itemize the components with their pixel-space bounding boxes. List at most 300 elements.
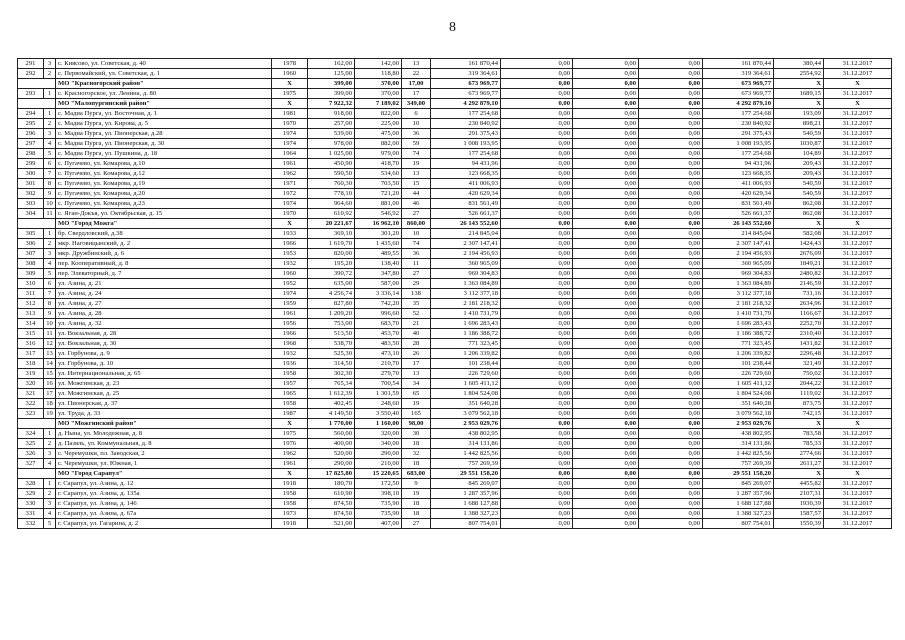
cell-fund-amount: 0,00 bbox=[501, 69, 573, 79]
cell-row-number: 303 bbox=[18, 199, 44, 209]
group-spacer bbox=[18, 219, 56, 229]
cell-address: ул. Пионерская, д. 37 bbox=[56, 399, 272, 409]
cell-local-amount: 0,00 bbox=[639, 349, 703, 359]
cell-total-area: 20 221,67 bbox=[308, 219, 355, 229]
cell-repair-cost: 3 079 562,18 bbox=[431, 409, 501, 419]
cell-residents: 17 bbox=[402, 89, 431, 99]
cell-total-area: 390,72 bbox=[308, 269, 355, 279]
cell-local-amount: 0,00 bbox=[639, 89, 703, 99]
cell-address: с. Красногорское, ул. Ленина, д. 80 bbox=[56, 89, 272, 99]
cell-regional-amount: 0,00 bbox=[573, 319, 639, 329]
cell-regional-amount: 0,00 bbox=[573, 209, 639, 219]
cell-sub-number: 5 bbox=[44, 519, 56, 529]
cell-total-area: 635,00 bbox=[308, 279, 355, 289]
cell-total-area: 513,50 bbox=[308, 329, 355, 339]
cell-address: ул. Азина, д. 28 bbox=[56, 309, 272, 319]
cell-local-amount: 0,00 bbox=[639, 149, 703, 159]
cell-repair-cost: 314 131,86 bbox=[431, 439, 501, 449]
cell-local-amount: 0,00 bbox=[639, 519, 703, 529]
cell-owners-amount: 411 006,93 bbox=[703, 179, 774, 189]
cell-living-area: 742,20 bbox=[355, 299, 402, 309]
cell-residents: 15 bbox=[402, 179, 431, 189]
cell-living-area: 320,00 bbox=[355, 429, 402, 439]
cell-local-amount: 0,00 bbox=[639, 339, 703, 349]
cell-living-area: 347,80 bbox=[355, 269, 402, 279]
cell-sub-number: 2 bbox=[44, 489, 56, 499]
table-row bbox=[18, 179, 892, 189]
cell-residents: 18 bbox=[402, 509, 431, 519]
cell-row-number: 315 bbox=[18, 329, 44, 339]
cell-repair-cost: 1 605 411,12 bbox=[431, 379, 501, 389]
cell-residents: 19 bbox=[402, 399, 431, 409]
cell-repair-cost: 969 304,83 bbox=[431, 269, 501, 279]
cell-unit-cost: 873,75 bbox=[774, 399, 824, 409]
cell-local-amount: 0,00 bbox=[639, 99, 703, 109]
cell-repair-cost: 771 323,45 bbox=[431, 339, 501, 349]
cell-total-area: 17 825,80 bbox=[308, 469, 355, 479]
cell-residents: 860,00 bbox=[402, 219, 431, 229]
cell-build-year: 1959 bbox=[272, 299, 308, 309]
cell-owners-amount: 526 661,37 bbox=[703, 209, 774, 219]
table-row bbox=[18, 119, 892, 129]
cell-living-area: 407,00 bbox=[355, 519, 402, 529]
cell-repair-cost: 1 688 127,88 bbox=[431, 499, 501, 509]
cell-local-amount: 0,00 bbox=[639, 509, 703, 519]
cell-local-amount: 0,00 bbox=[639, 109, 703, 119]
cell-repair-cost: 845 269,07 bbox=[431, 479, 501, 489]
cell-repair-cost: 29 551 158,20 bbox=[431, 469, 501, 479]
cell-sub-number: 2 bbox=[44, 239, 56, 249]
cell-local-amount: 0,00 bbox=[639, 179, 703, 189]
table-row bbox=[18, 149, 892, 159]
cell-owners-amount: 177 254,68 bbox=[703, 109, 774, 119]
cell-fund-amount: 0,00 bbox=[501, 79, 573, 89]
cell-sub-number: 19 bbox=[44, 409, 56, 419]
cell-residents: 17 bbox=[402, 359, 431, 369]
cell-unit-cost: X bbox=[774, 419, 824, 429]
cell-residents: 44 bbox=[402, 189, 431, 199]
cell-regional-amount: 0,00 bbox=[573, 429, 639, 439]
cell-living-area: 16 962,10 bbox=[355, 219, 402, 229]
cell-unit-cost: 2296,48 bbox=[774, 349, 824, 359]
table-row bbox=[18, 409, 892, 419]
cell-build-year: 1956 bbox=[272, 319, 308, 329]
cell-build-year: 1975 bbox=[272, 89, 308, 99]
cell-living-area: 370,00 bbox=[355, 89, 402, 99]
cell-repair-cost: 673 969,77 bbox=[431, 89, 501, 99]
cell-regional-amount: 0,00 bbox=[573, 439, 639, 449]
cell-build-year: 1962 bbox=[272, 169, 308, 179]
cell-fund-amount: 0,00 bbox=[501, 389, 573, 399]
cell-build-year: 1952 bbox=[272, 279, 308, 289]
cell-row-number: 329 bbox=[18, 489, 44, 499]
cell-living-area: 1 435,60 bbox=[355, 239, 402, 249]
cell-unit-cost: 750,02 bbox=[774, 369, 824, 379]
cell-sub-number: 3 bbox=[44, 129, 56, 139]
cell-living-area: 703,50 bbox=[355, 179, 402, 189]
cell-fund-amount: 0,00 bbox=[501, 309, 573, 319]
cell-completion-date: X bbox=[824, 99, 892, 109]
cell-total-area: 820,00 bbox=[308, 249, 355, 259]
cell-address: с. Мадиа Пурга, ул. Пионерская, д. 30 bbox=[56, 139, 272, 149]
cell-local-amount: 0,00 bbox=[639, 169, 703, 179]
cell-local-amount: 0,00 bbox=[639, 129, 703, 139]
cell-total-area: 964,60 bbox=[308, 199, 355, 209]
cell-sub-number: 1 bbox=[44, 109, 56, 119]
cell-regional-amount: 0,00 bbox=[573, 349, 639, 359]
cell-address: ул. Азина, д. 27 bbox=[56, 299, 272, 309]
cell-completion-date: 31.12.2017 bbox=[824, 409, 892, 419]
cell-owners-amount: 1 388 327,23 bbox=[703, 509, 774, 519]
cell-unit-cost: 209,43 bbox=[774, 169, 824, 179]
cell-total-area: 450,90 bbox=[308, 159, 355, 169]
cell-regional-amount: 0,00 bbox=[573, 139, 639, 149]
cell-repair-cost: 420 629,34 bbox=[431, 189, 501, 199]
cell-regional-amount: 0,00 bbox=[573, 169, 639, 179]
table-row bbox=[18, 169, 892, 179]
cell-regional-amount: 0,00 bbox=[573, 89, 639, 99]
cell-unit-cost: 2611,27 bbox=[774, 459, 824, 469]
cell-residents: 13 bbox=[402, 59, 431, 69]
cell-living-area: 172,50 bbox=[355, 479, 402, 489]
cell-fund-amount: 0,00 bbox=[501, 359, 573, 369]
cell-repair-cost: 291 375,43 bbox=[431, 129, 501, 139]
cell-owners-amount: 1 186 388,72 bbox=[703, 329, 774, 339]
cell-local-amount: 0,00 bbox=[639, 359, 703, 369]
cell-fund-amount: 0,00 bbox=[501, 339, 573, 349]
cell-residents: 6 bbox=[402, 109, 431, 119]
cell-address: МО "Город Можга" bbox=[56, 219, 272, 229]
table-row bbox=[18, 499, 892, 509]
cell-unit-cost: X bbox=[774, 469, 824, 479]
table-group-row bbox=[18, 469, 892, 479]
cell-address: с. Мадиа Пурга, ул. Восточная, д. 1 bbox=[56, 109, 272, 119]
cell-repair-cost: 1 186 388,72 bbox=[431, 329, 501, 339]
housing-repair-table bbox=[17, 58, 892, 529]
cell-sub-number: 9 bbox=[44, 189, 56, 199]
cell-residents: 13 bbox=[402, 169, 431, 179]
cell-residents: 9 bbox=[402, 479, 431, 489]
cell-regional-amount: 0,00 bbox=[573, 409, 639, 419]
cell-local-amount: 0,00 bbox=[639, 59, 703, 69]
cell-residents: 10 bbox=[402, 229, 431, 239]
cell-living-area: 735,90 bbox=[355, 499, 402, 509]
cell-completion-date: 31.12.2017 bbox=[824, 269, 892, 279]
cell-build-year: 1973 bbox=[272, 509, 308, 519]
cell-regional-amount: 0,00 bbox=[573, 519, 639, 529]
cell-row-number: 298 bbox=[18, 149, 44, 159]
cell-total-area: 520,00 bbox=[308, 449, 355, 459]
cell-completion-date: 31.12.2017 bbox=[824, 129, 892, 139]
cell-owners-amount: 101 238,44 bbox=[703, 359, 774, 369]
table-group-row bbox=[18, 99, 892, 109]
cell-residents: 19 bbox=[402, 489, 431, 499]
cell-regional-amount: 0,00 bbox=[573, 289, 639, 299]
cell-total-area: 399,00 bbox=[308, 79, 355, 89]
cell-regional-amount: 0,00 bbox=[573, 269, 639, 279]
cell-sub-number: 2 bbox=[44, 439, 56, 449]
cell-build-year: 1932 bbox=[272, 349, 308, 359]
cell-residents: 13 bbox=[402, 369, 431, 379]
cell-residents: 74 bbox=[402, 149, 431, 159]
cell-owners-amount: 1 206 339,82 bbox=[703, 349, 774, 359]
cell-residents: 21 bbox=[402, 319, 431, 329]
cell-completion-date: 31.12.2017 bbox=[824, 519, 892, 529]
table-row bbox=[18, 299, 892, 309]
cell-unit-cost: 104,89 bbox=[774, 149, 824, 159]
cell-unit-cost: 785,33 bbox=[774, 439, 824, 449]
cell-sub-number: 3 bbox=[44, 499, 56, 509]
cell-row-number: 313 bbox=[18, 309, 44, 319]
cell-unit-cost: 4455,82 bbox=[774, 479, 824, 489]
cell-row-number: 307 bbox=[18, 249, 44, 259]
cell-fund-amount: 0,00 bbox=[501, 469, 573, 479]
table-row bbox=[18, 189, 892, 199]
table-group-row bbox=[18, 219, 892, 229]
cell-living-area: 15 220,65 bbox=[355, 469, 402, 479]
cell-regional-amount: 0,00 bbox=[573, 119, 639, 129]
cell-residents: 74 bbox=[402, 239, 431, 249]
cell-sub-number: 9 bbox=[44, 309, 56, 319]
cell-row-number: 320 bbox=[18, 379, 44, 389]
cell-row-number: 322 bbox=[18, 399, 44, 409]
group-spacer bbox=[18, 419, 56, 429]
cell-total-area: 765,34 bbox=[308, 379, 355, 389]
cell-row-number: 310 bbox=[18, 279, 44, 289]
cell-regional-amount: 0,00 bbox=[573, 259, 639, 269]
cell-repair-cost: 2 307 147,41 bbox=[431, 239, 501, 249]
cell-living-area: 279,70 bbox=[355, 369, 402, 379]
cell-sub-number: 7 bbox=[44, 169, 56, 179]
group-spacer bbox=[18, 99, 56, 109]
cell-address: бр. Свердловский, д.38 bbox=[56, 229, 272, 239]
cell-total-area: 827,80 bbox=[308, 299, 355, 309]
cell-regional-amount: 0,00 bbox=[573, 309, 639, 319]
cell-address: с. Первомайский, ул. Советская, д. 1 bbox=[56, 69, 272, 79]
cell-unit-cost: X bbox=[774, 79, 824, 89]
cell-residents: 26 bbox=[402, 349, 431, 359]
table-row bbox=[18, 399, 892, 409]
cell-address: ул. Азина, д. 32 bbox=[56, 319, 272, 329]
cell-local-amount: 0,00 bbox=[639, 499, 703, 509]
cell-sub-number: 1 bbox=[44, 479, 56, 489]
cell-local-amount: 0,00 bbox=[639, 259, 703, 269]
cell-build-year: 1987 bbox=[272, 409, 308, 419]
cell-total-area: 560,00 bbox=[308, 429, 355, 439]
cell-unit-cost: 2774,66 bbox=[774, 449, 824, 459]
cell-local-amount: 0,00 bbox=[639, 239, 703, 249]
cell-living-area: 301,20 bbox=[355, 229, 402, 239]
cell-sub-number: 5 bbox=[44, 149, 56, 159]
cell-sub-number: 16 bbox=[44, 379, 56, 389]
cell-repair-cost: 1 410 731,79 bbox=[431, 309, 501, 319]
cell-living-area: 996,60 bbox=[355, 309, 402, 319]
cell-repair-cost: 1 287 357,96 bbox=[431, 489, 501, 499]
cell-address: МО "Малопургинский район" bbox=[56, 99, 272, 109]
cell-living-area: 721,20 bbox=[355, 189, 402, 199]
cell-owners-amount: 3 079 562,18 bbox=[703, 409, 774, 419]
page-number: 8 bbox=[449, 20, 456, 35]
cell-unit-cost: 898,21 bbox=[774, 119, 824, 129]
cell-row-number: 296 bbox=[18, 129, 44, 139]
cell-completion-date: 31.12.2017 bbox=[824, 259, 892, 269]
group-spacer bbox=[18, 469, 56, 479]
cell-build-year: 1958 bbox=[272, 369, 308, 379]
cell-completion-date: 31.12.2017 bbox=[824, 139, 892, 149]
cell-fund-amount: 0,00 bbox=[501, 399, 573, 409]
cell-completion-date: 31.12.2017 bbox=[824, 429, 892, 439]
cell-sub-number: 6 bbox=[44, 279, 56, 289]
cell-row-number: 311 bbox=[18, 289, 44, 299]
cell-living-area: 489,55 bbox=[355, 249, 402, 259]
cell-repair-cost: 177 254,68 bbox=[431, 109, 501, 119]
cell-unit-cost: 2107,31 bbox=[774, 489, 824, 499]
cell-residents: 27 bbox=[402, 269, 431, 279]
table-row bbox=[18, 199, 892, 209]
cell-living-area: 979,00 bbox=[355, 149, 402, 159]
cell-build-year: X bbox=[272, 79, 308, 89]
cell-build-year: 1960 bbox=[272, 269, 308, 279]
cell-local-amount: 0,00 bbox=[639, 209, 703, 219]
cell-sub-number: 11 bbox=[44, 329, 56, 339]
cell-build-year: 1974 bbox=[272, 289, 308, 299]
cell-address: с. Мадиа Пурга, ул. Кирова, д. 5 bbox=[56, 119, 272, 129]
cell-fund-amount: 0,00 bbox=[501, 509, 573, 519]
cell-fund-amount: 0,00 bbox=[501, 279, 573, 289]
cell-residents: 138 bbox=[402, 289, 431, 299]
cell-fund-amount: 0,00 bbox=[501, 499, 573, 509]
cell-local-amount: 0,00 bbox=[639, 459, 703, 469]
cell-row-number: 294 bbox=[18, 109, 44, 119]
cell-unit-cost: 2634,96 bbox=[774, 299, 824, 309]
cell-build-year: 1978 bbox=[272, 59, 308, 69]
cell-residents: 35 bbox=[402, 299, 431, 309]
cell-sub-number: 6 bbox=[44, 159, 56, 169]
cell-row-number: 304 bbox=[18, 209, 44, 219]
table-row bbox=[18, 269, 892, 279]
cell-living-area: 881,00 bbox=[355, 199, 402, 209]
cell-row-number: 292 bbox=[18, 69, 44, 79]
cell-row-number: 306 bbox=[18, 239, 44, 249]
cell-local-amount: 0,00 bbox=[639, 449, 703, 459]
cell-completion-date: 31.12.2017 bbox=[824, 109, 892, 119]
cell-completion-date: 31.12.2017 bbox=[824, 69, 892, 79]
cell-living-area: 1 301,59 bbox=[355, 389, 402, 399]
cell-address: мкр. Наговицынский, д. 2 bbox=[56, 239, 272, 249]
cell-regional-amount: 0,00 bbox=[573, 389, 639, 399]
cell-address: с. Пугачево, ул. Комарова, д.19 bbox=[56, 179, 272, 189]
cell-build-year: 1933 bbox=[272, 229, 308, 239]
cell-address: г. Сарапул, ул. Азина, д. 146 bbox=[56, 499, 272, 509]
cell-address: с. Киясово, ул. Советская, д. 40 bbox=[56, 59, 272, 69]
cell-sub-number: 15 bbox=[44, 369, 56, 379]
cell-local-amount: 0,00 bbox=[639, 479, 703, 489]
cell-owners-amount: 351 640,28 bbox=[703, 399, 774, 409]
cell-owners-amount: 26 143 552,60 bbox=[703, 219, 774, 229]
cell-repair-cost: 526 661,37 bbox=[431, 209, 501, 219]
cell-address: с. Мадиа Пурга, ул. Пушкина, д. 18 bbox=[56, 149, 272, 159]
cell-regional-amount: 0,00 bbox=[573, 479, 639, 489]
cell-completion-date: 31.12.2017 bbox=[824, 389, 892, 399]
table-row bbox=[18, 289, 892, 299]
cell-address: ул. Горбунова, д. 9 bbox=[56, 349, 272, 359]
table-row bbox=[18, 59, 892, 69]
cell-regional-amount: 0,00 bbox=[573, 419, 639, 429]
cell-total-area: 918,00 bbox=[308, 109, 355, 119]
cell-total-area: 610,90 bbox=[308, 489, 355, 499]
cell-owners-amount: 2 181 218,32 bbox=[703, 299, 774, 309]
cell-completion-date: 31.12.2017 bbox=[824, 179, 892, 189]
cell-repair-cost: 757 269,39 bbox=[431, 459, 501, 469]
cell-owners-amount: 1 804 524,08 bbox=[703, 389, 774, 399]
cell-build-year: 1981 bbox=[272, 109, 308, 119]
cell-residents: 27 bbox=[402, 519, 431, 529]
cell-living-area: 453,70 bbox=[355, 329, 402, 339]
cell-unit-cost: 1849,21 bbox=[774, 259, 824, 269]
cell-address: с. Пугачево, ул. Комарова, д.10 bbox=[56, 159, 272, 169]
cell-fund-amount: 0,00 bbox=[501, 449, 573, 459]
cell-fund-amount: 0,00 bbox=[501, 99, 573, 109]
cell-unit-cost: 862,08 bbox=[774, 209, 824, 219]
cell-local-amount: 0,00 bbox=[639, 319, 703, 329]
cell-regional-amount: 0,00 bbox=[573, 219, 639, 229]
cell-unit-cost: 1550,39 bbox=[774, 519, 824, 529]
cell-local-amount: 0,00 bbox=[639, 369, 703, 379]
cell-unit-cost: 1930,39 bbox=[774, 499, 824, 509]
cell-fund-amount: 0,00 bbox=[501, 209, 573, 219]
cell-sub-number: 2 bbox=[44, 119, 56, 129]
table-row bbox=[18, 449, 892, 459]
cell-sub-number: 8 bbox=[44, 299, 56, 309]
cell-unit-cost: 540,59 bbox=[774, 189, 824, 199]
cell-unit-cost: X bbox=[774, 99, 824, 109]
cell-address: г. Сарапул, ул. Азина, д. 12 bbox=[56, 479, 272, 489]
cell-regional-amount: 0,00 bbox=[573, 109, 639, 119]
cell-local-amount: 0,00 bbox=[639, 119, 703, 129]
cell-row-number: 317 bbox=[18, 349, 44, 359]
table-row bbox=[18, 329, 892, 339]
cell-owners-amount: 230 840,92 bbox=[703, 119, 774, 129]
cell-fund-amount: 0,00 bbox=[501, 479, 573, 489]
cell-row-number: 324 bbox=[18, 429, 44, 439]
cell-regional-amount: 0,00 bbox=[573, 509, 639, 519]
cell-regional-amount: 0,00 bbox=[573, 179, 639, 189]
cell-local-amount: 0,00 bbox=[639, 199, 703, 209]
cell-residents: 27 bbox=[402, 209, 431, 219]
cell-build-year: 1974 bbox=[272, 199, 308, 209]
cell-completion-date: 31.12.2017 bbox=[824, 299, 892, 309]
cell-fund-amount: 0,00 bbox=[501, 429, 573, 439]
cell-owners-amount: 177 254,68 bbox=[703, 149, 774, 159]
cell-unit-cost: 783,58 bbox=[774, 429, 824, 439]
cell-living-area: 398,10 bbox=[355, 489, 402, 499]
cell-sub-number: 3 bbox=[44, 449, 56, 459]
cell-sub-number: 4 bbox=[44, 139, 56, 149]
cell-sub-number: 10 bbox=[44, 199, 56, 209]
cell-living-area: 483,50 bbox=[355, 339, 402, 349]
table-row bbox=[18, 229, 892, 239]
table-row bbox=[18, 109, 892, 119]
cell-repair-cost: 673 969,77 bbox=[431, 79, 501, 89]
cell-local-amount: 0,00 bbox=[639, 249, 703, 259]
cell-completion-date: 31.12.2017 bbox=[824, 329, 892, 339]
cell-total-area: 180,70 bbox=[308, 479, 355, 489]
cell-living-area: 3 336,14 bbox=[355, 289, 402, 299]
cell-build-year: X bbox=[272, 99, 308, 109]
cell-total-area: 874,50 bbox=[308, 499, 355, 509]
cell-owners-amount: 29 551 158,20 bbox=[703, 469, 774, 479]
table-row bbox=[18, 459, 892, 469]
